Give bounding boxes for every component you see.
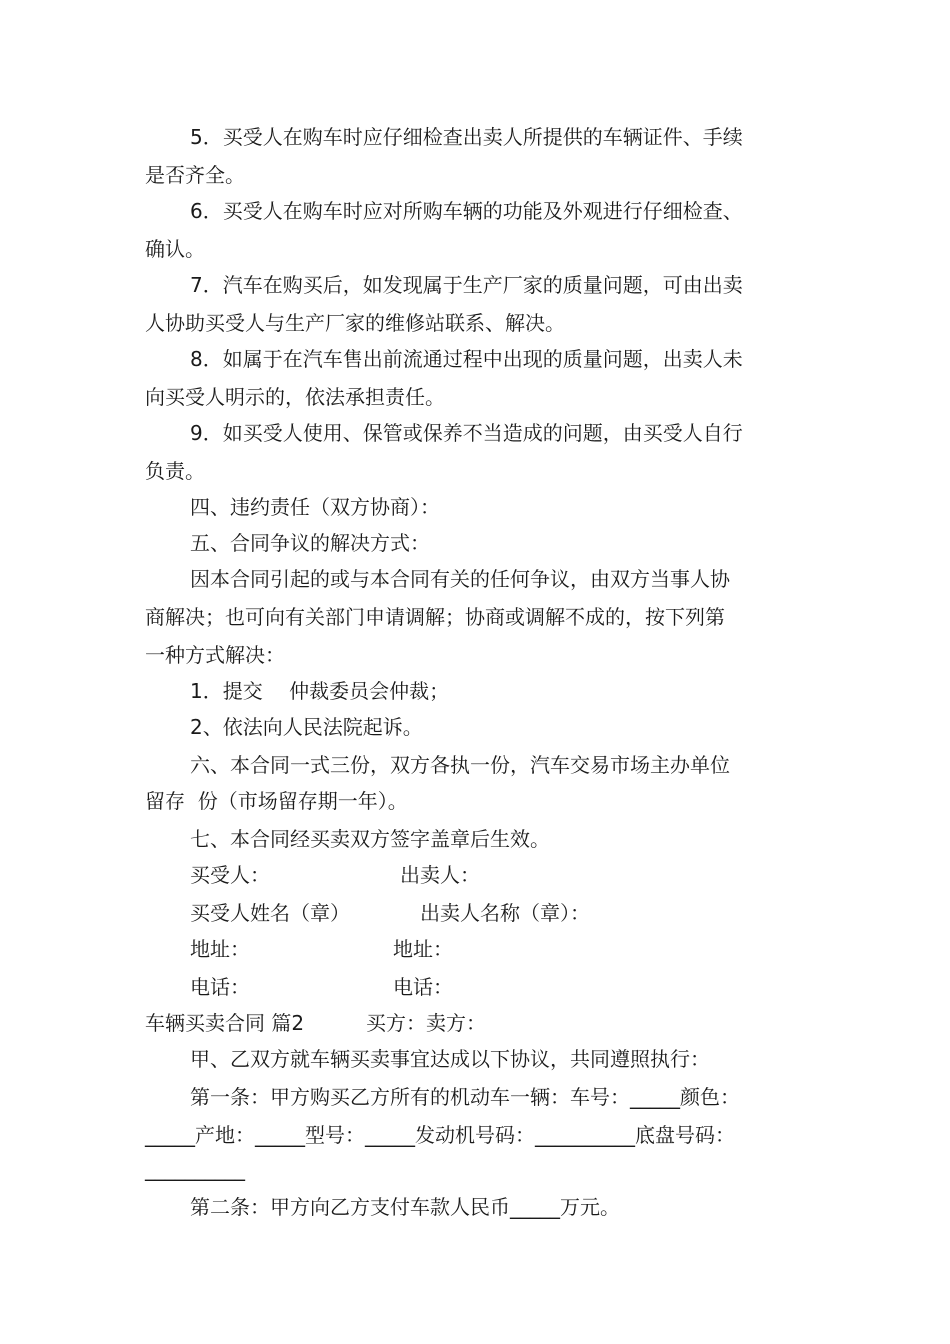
- signature-buyer-label: 买受人：: [190, 863, 270, 887]
- dispute-option-2: 2、依法向人民法院起诉。: [190, 715, 423, 739]
- clause-8-line-1: 8．如属于在汽车售出前流通过程中出现的质量问题，出卖人未: [190, 347, 743, 371]
- signature-buyer-name: 买受人姓名（章）: [190, 901, 350, 925]
- section-6-line-1: 六、本合同一式三份，双方各执一份，汽车交易市场主办单位: [190, 753, 730, 777]
- dispute-option-1: 1．提交 仲裁委员会仲裁；: [190, 679, 450, 703]
- article-1-line-2: _____产地：_____型号：_____发动机号码：__________底盘号码：: [145, 1123, 735, 1147]
- signature-seller-address: 地址：: [393, 937, 453, 961]
- article-1-line-1: 第一条：甲方购买乙方所有的机动车一辆：车号：_____颜色：: [190, 1085, 740, 1109]
- dispute-line-3: 一种方式解决：: [145, 643, 285, 667]
- section-6-line-2: 留存 份（市场留存期一年）。: [145, 789, 408, 813]
- article-2-line: 第二条：甲方向乙方支付车款人民币_____万元。: [190, 1195, 620, 1219]
- clause-5-line-2: 是否齐全。: [145, 163, 245, 187]
- clause-7-line-2: 人协助买受人与生产厂家的维修站联系、解决。: [145, 311, 565, 335]
- signature-buyer-phone: 电话：: [190, 975, 250, 999]
- section-7-heading: 七、本合同经买卖双方签字盖章后生效。: [190, 827, 550, 851]
- signature-seller-label: 出卖人：: [400, 863, 480, 887]
- signature-seller-name: 出卖人名称（章）：: [420, 901, 590, 925]
- clause-9-line-2: 负责。: [145, 459, 205, 483]
- signature-seller-phone: 电话：: [393, 975, 453, 999]
- article-1-line-3: __________: [145, 1157, 245, 1181]
- clause-7-line-1: 7．汽车在购买后，如发现属于生产厂家的质量问题，可由出卖: [190, 273, 743, 297]
- dispute-line-2: 商解决；也可向有关部门申请调解；协商或调解不成的，按下列第: [145, 605, 725, 629]
- signature-buyer-address: 地址：: [190, 937, 250, 961]
- dispute-line-1: 因本合同引起的或与本合同有关的任何争议，由双方当事人协: [190, 567, 730, 591]
- clause-6-line-2: 确认。: [145, 237, 205, 261]
- section-2-parties: 买方：卖方：: [366, 1011, 486, 1035]
- agreement-intro: 甲、乙双方就车辆买卖事宜达成以下协议，共同遵照执行：: [190, 1047, 710, 1071]
- clause-9-line-1: 9．如买受人使用、保管或保养不当造成的问题，由买受人自行: [190, 421, 743, 445]
- section-2-heading: 车辆买卖合同 篇2: [145, 1011, 305, 1035]
- clause-6-line-1: 6．买受人在购车时应对所购车辆的功能及外观进行仔细检查、: [190, 199, 743, 223]
- section-5-heading: 五、合同争议的解决方式：: [190, 531, 430, 555]
- section-4-heading: 四、违约责任（双方协商）：: [190, 495, 440, 519]
- clause-5-line-1: 5．买受人在购车时应仔细检查出卖人所提供的车辆证件、手续: [190, 125, 743, 149]
- clause-8-line-2: 向买受人明示的，依法承担责任。: [145, 385, 445, 409]
